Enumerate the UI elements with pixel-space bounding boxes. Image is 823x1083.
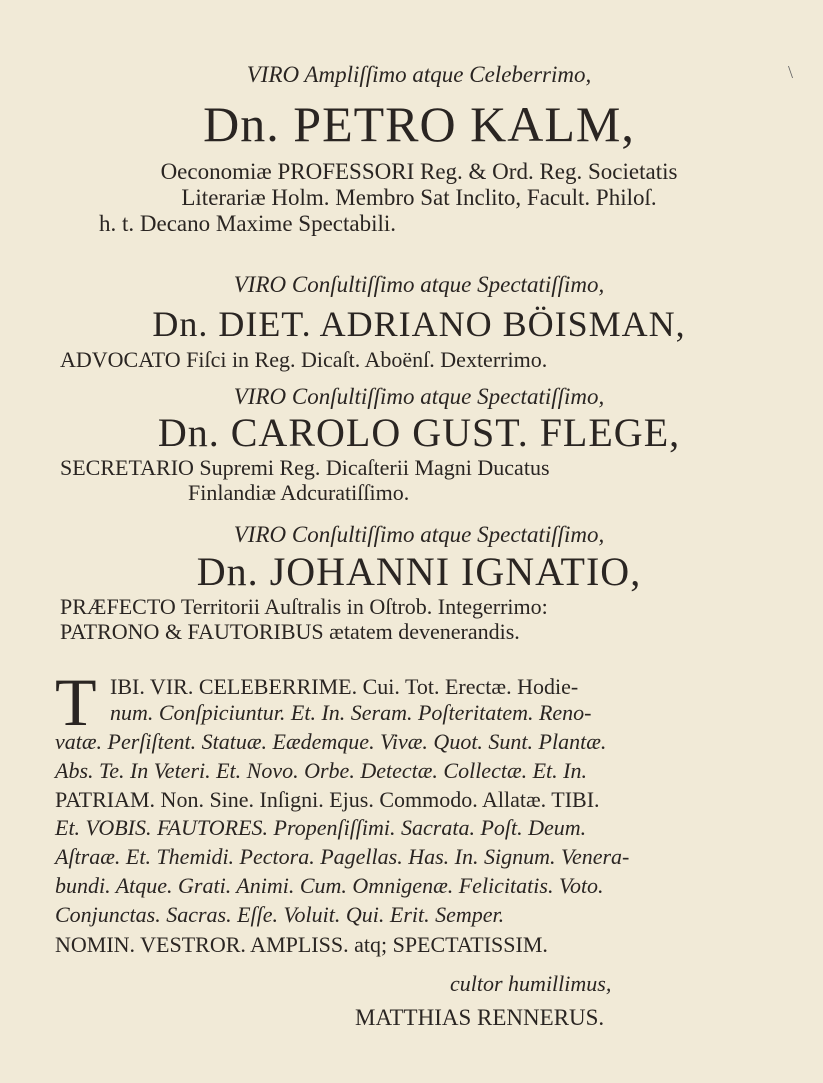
- recipient-title-1: Dn.: [203, 96, 280, 152]
- recipient-desc-1a: Oeconomiæ PROFESSORI Reg. & Ord. Reg. Societatis: [160, 159, 678, 184]
- recipient-desc-4b: PATRONO & FAUTORIBUS ætatem devenerandis.: [60, 619, 520, 644]
- body-line-10: NOMIN. VESTROR. AMPLISS. atq; SPECTATISSIM.: [55, 932, 548, 957]
- recipient-desc-2: ADVOCATO Fiſci in Reg. Dicaſt. Aboënſ. Dexterrimo.: [60, 347, 548, 372]
- dedication-header-3: VIRO Conſultiſſimo atque Spectatiſſimo,: [233, 384, 605, 409]
- recipient-name-4: [55, 549, 783, 595]
- recipient-name-2: [55, 304, 783, 344]
- body-line-8: bundi. Atque. Grati. Animi. Cum. Omnigenæ. Felicitatis. Voto.: [55, 873, 604, 898]
- body-line-4: Abs. Te. In Veteri. Et. Novo. Orbe. Detectæ. Collectæ. Et. In.: [55, 758, 587, 783]
- recipient-name-3: [55, 410, 783, 456]
- drop-cap: T: [55, 664, 97, 740]
- body-line-3: vatæ. Perſiſtent. Statuæ. Eædemque. Vivæ. Quot. Sunt. Plantæ.: [55, 729, 607, 754]
- recipient-name-1: [55, 94, 783, 154]
- signature-role: cultor humillimus,: [450, 971, 612, 996]
- recipient-title-3: Dn.: [157, 410, 220, 455]
- recipient-title-2: Dn.: [152, 304, 209, 344]
- recipient-desc-4a: PRÆFECTO Territorii Auſtralis in Oſtrob. Integerrimo:: [60, 594, 548, 619]
- recipient-name-text-3: CAROLO GUST. FLEGE,: [230, 410, 681, 455]
- dedication-header-4: VIRO Conſultiſſimo atque Spectatiſſimo,: [233, 522, 605, 547]
- body-line-5: PATRIAM. Non. Sine. Inſigni. Ejus. Commodo. Allatæ. TIBI.: [55, 787, 600, 812]
- body-line-7: Aſtraæ. Et. Themidi. Pectora. Pagellas. Has. In. Signum. Venera-: [55, 844, 630, 869]
- recipient-title-4: Dn.: [196, 549, 259, 594]
- stray-mark: \: [788, 62, 794, 82]
- body-line-6: Et. VOBIS. FAUTORES. Propenſiſſimi. Sacrata. Poſt. Deum.: [55, 815, 587, 840]
- recipient-name-text-2: DIET. ADRIANO BÖISMAN,: [218, 304, 686, 344]
- recipient-desc-3a: SECRETARIO Supremi Reg. Dicaſterii Magni Ducatus: [60, 455, 550, 480]
- recipient-desc-1c: h. t. Decano Maxime Spectabili.: [99, 211, 397, 236]
- signature-name: MATTHIAS RENNERUS.: [355, 1005, 605, 1030]
- recipient-name-text-1: PETRO KALM,: [293, 96, 635, 152]
- recipient-desc-1b: Literariæ Holm. Membro Sat Inclito, Facult. Philoſ.: [181, 185, 657, 210]
- dedication-header-2: VIRO Conſultiſſimo atque Spectatiſſimo,: [233, 272, 605, 297]
- body-line-9: Conjunctas. Sacras. Eſſe. Voluit. Qui. Erit. Semper.: [55, 902, 505, 927]
- body-line-1: IBI. VIR. CELEBERRIME. Cui. Tot. Erectæ. Hodie-: [110, 674, 579, 699]
- recipient-desc-3b: Finlandiæ Adcuratiſſimo.: [188, 480, 410, 505]
- recipient-name-text-4: JOHANNI IGNATIO,: [269, 549, 642, 594]
- dedication-header-1: VIRO Ampliſſimo atque Celeberrimo,: [246, 62, 592, 87]
- body-line-2: num. Conſpiciuntur. Et. In. Seram. Poſteritatem. Reno-: [110, 700, 592, 725]
